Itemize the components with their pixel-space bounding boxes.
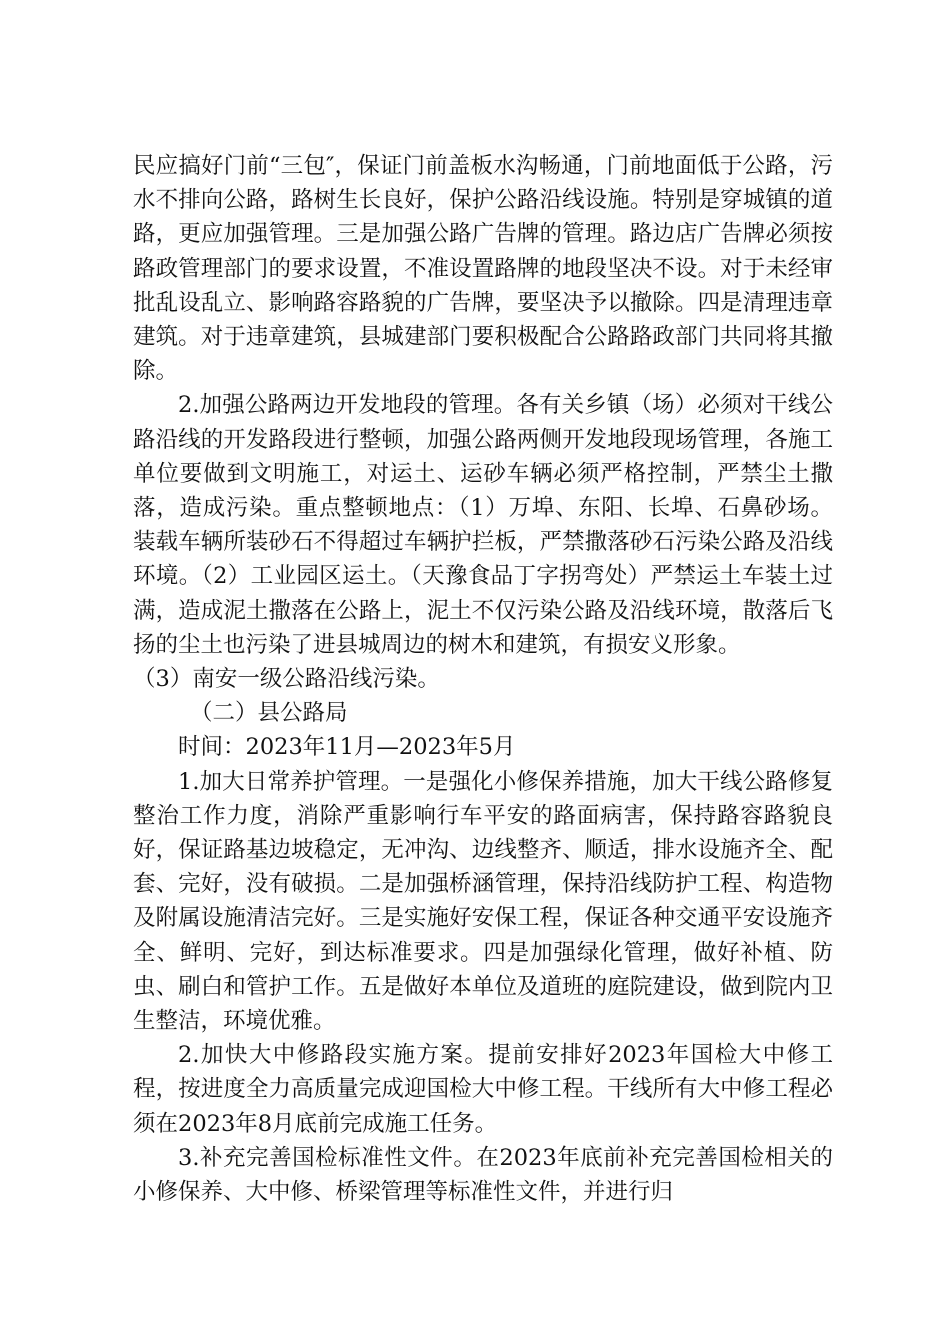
paragraph-major-repair-plan: 2.加快大中修路段实施方案。提前安排好2023年国检大中修工程，按进度全力高质量完成迎国检大中修工程。干线所有大中修工程必须在2023年8月底前完成施工任务。 [133, 1042, 833, 1137]
paragraph-standard-documents: 3.补充完善国检标准性文件。在2023年底前补充完善国检相关的小修保养、大中修、桥梁管理等标准性文件，并进行归 [133, 1144, 833, 1206]
paragraph-daily-maintenance: 1.加大日常养护管理。一是强化小修保养措施，加大干线公路修复整治工作力度，消除严重影响行车平安的路面病害，保持路容路貌良好，保证路基边坡稳定，无冲沟、边线整齐、顺适，排水设施齐全、配套、完好，没有破损。二是加强桥涵管理，保持沿线防护工程、构造物及附属设施清洁完好。三是实施好安保工程，保证各种交通平安设施齐全、鲜明、完好，到达标准要求。四是加强绿化管理，做好补植、防虫、刷白和管护工作。五是做好本单位及道班的庭院建设，做到院内卫生整洁，环境优雅。 [133, 768, 833, 1035]
paragraph-time-period: 时间：2023年11月—2023年5月 [178, 734, 516, 761]
paragraph-road-frontage-management: 民应搞好门前“三包″，保证门前盖板水沟畅通，门前地面低于公路，污水不排向公路，路树生长良好，保护公路沿线设施。特别是穿城镇的道路，更应加强管理。三是加强公路广告牌的管理。路边店广告牌必须按路政管理部门的要求设置，不准设置路牌的地段坚决不设。对于未经审批乱设乱立、影响路容路貌的广告牌，要坚决予以撤除。四是清理违章建筑。对于违章建筑，县城建部门要积极配合公路路政部门共同将其撤除。 [133, 153, 833, 385]
paragraph-development-section-management: 2.加强公路两边开发地段的管理。各有关乡镇（场）必须对干线公路沿线的开发路段进行整顿，加强公路两侧开发地段现场管理，各施工单位要做到文明施工，对运土、运砂车辆必须严格控制，严禁尘土撒落，造成污染。重点整顿地点：（1）万埠、东阳、长埠、石鼻砂场。装载车辆所装砂石不得超过车辆护拦板，严禁撒落砂石污染公路及沿线环境。（2）工业园区运土。（天豫食品丁字拐弯处）严禁运土车装土过满，造成泥土撒落在公路上，泥土不仅污染公路及沿线环境，散落后飞扬的尘土也污染了进县城周边的树木和建筑，有损安义形象。 [133, 392, 833, 658]
paragraph-nanan-highway-pollution: （3）南安一级公路沿线污染。 [133, 666, 440, 693]
section-heading-county-highway-bureau: （二）县公路局 [190, 700, 348, 727]
document-page [133, 149, 833, 1209]
